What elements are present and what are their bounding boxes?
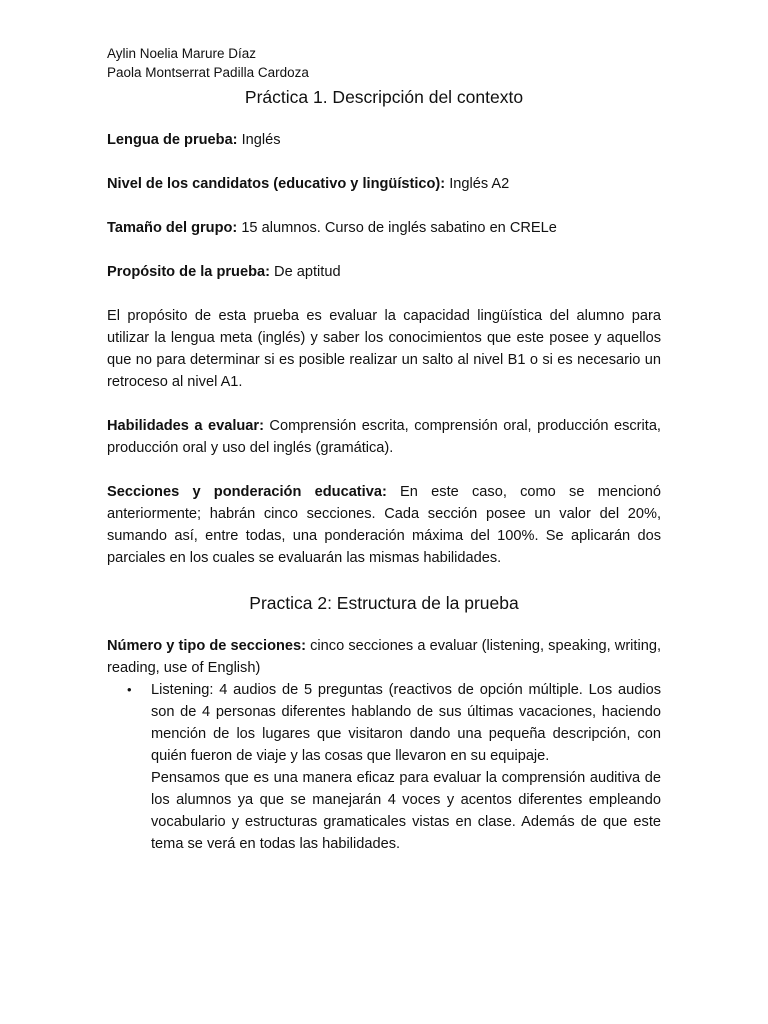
skills-label: Habilidades a evaluar: <box>107 418 264 434</box>
field-label: Propósito de la prueba: <box>107 264 270 280</box>
field-label: Lengua de prueba: <box>107 132 238 148</box>
field-label: Tamaño del grupo: <box>107 220 238 236</box>
sections-weighting-paragraph <box>107 481 661 569</box>
list-item-text: Listening: 4 audios de 5 preguntas (reactivos de opción múltiple. Los audios son de 4 personas diferentes hablando de sus últimas vacaciones, haciendo mención de los lugares que visitaron dando una pequeña descripción, con quién fueron de viaje y las cosas que llevaron en su equipaje. <box>151 682 661 764</box>
field-test-purpose <box>107 261 661 283</box>
field-value: Inglés <box>237 132 281 148</box>
field-value: De aptitud <box>269 264 341 280</box>
author-name: Paola Montserrat Padilla Cardoza <box>107 65 309 80</box>
field-candidate-level <box>107 173 661 195</box>
field-group-size <box>107 217 661 239</box>
authors-block <box>107 44 661 82</box>
list-item-extra: Pensamos que es una manera eficaz para evaluar la comprensión auditiva de los alumnos ya que se manejarán 4 voces y acentos diferentes empleando vocabulario y estructuras gramaticales vistas en clase. Además de que este tema se verá en todas las habilidades. <box>151 770 661 852</box>
section1-title: Práctica 1. Descripción del contexto <box>244 87 524 107</box>
number-sections-label: Número y tipo de secciones: <box>107 638 306 654</box>
field-test-language <box>107 129 661 151</box>
field-label: Nivel de los candidatos (educativo y lingüístico): <box>107 176 446 192</box>
field-value: 15 alumnos. Curso de inglés sabatino en CRELe <box>237 220 557 236</box>
skills-value: Comprensión escrita, comprensión oral, producción escrita, producción oral y uso del inglés (gramática). <box>107 418 661 456</box>
document-page <box>107 44 661 855</box>
sections-value: En este caso, como se mencionó anteriormente; habrán cinco secciones. Cada sección posee un valor del 20%, sumando así, entre todas, una ponderación máxima del 100%. Se aplicarán dos parciales en los cuales se evaluarán las mismas habilidades. <box>107 484 661 566</box>
bullet-icon: • <box>127 682 132 697</box>
field-value: Inglés A2 <box>445 176 510 192</box>
sections-list <box>107 679 661 855</box>
author-name: Aylin Noelia Marure Díaz <box>107 46 257 61</box>
number-sections-paragraph <box>107 635 661 679</box>
list-item-listening <box>107 679 661 855</box>
section2-title: Practica 2: Estructura de la prueba <box>249 593 519 613</box>
sections-label: Secciones y ponderación educativa: <box>107 484 387 500</box>
number-sections-value: cinco secciones a evaluar (listening, speaking, writing, reading, use of English) <box>107 638 661 676</box>
purpose-paragraph: El propósito de esta prueba es evaluar la capacidad lingüística del alumno para utilizar la lengua meta (inglés) y saber los conocimientos que este posee y aquellos que no para determinar si es posible realizar un salto al nivel B1 o si es necesario un retroceso al nivel A1. <box>107 308 661 390</box>
skills-paragraph <box>107 415 661 459</box>
